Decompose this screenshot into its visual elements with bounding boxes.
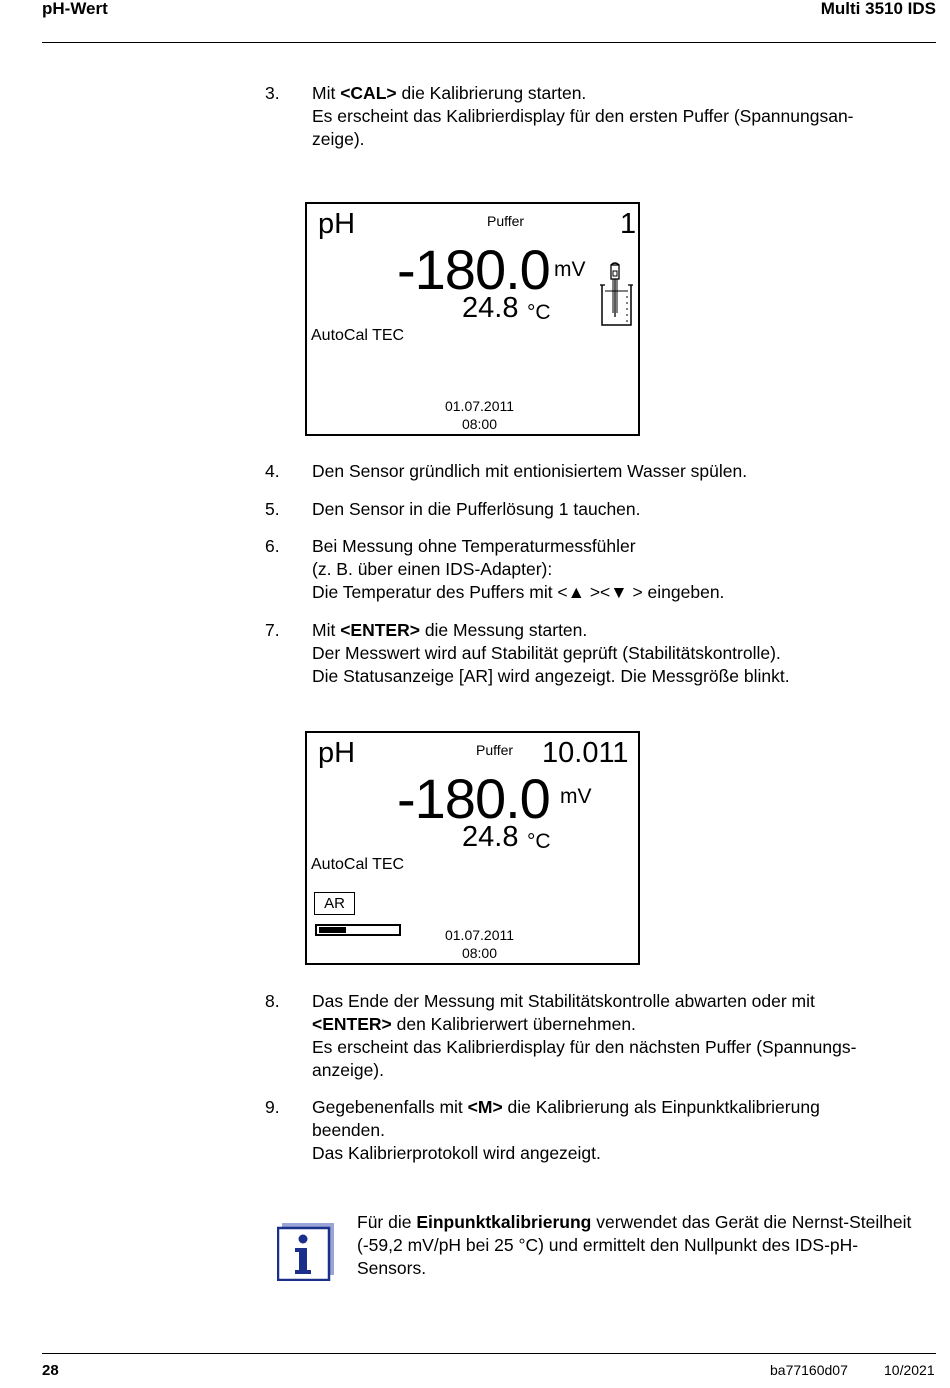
display-date: 01.07.2011 xyxy=(444,398,515,414)
display-buffer-value: 10.011 xyxy=(542,737,629,769)
text-run: Es erscheint das Kalibrierdisplay für den ersten Puffer (Spannungsan- xyxy=(312,106,854,126)
footer-rule xyxy=(42,1353,936,1354)
text-run: die Kalibrierung starten. xyxy=(396,83,587,103)
step-text xyxy=(312,1096,932,1165)
document-date: 10/2021 xyxy=(884,1362,935,1378)
document-id: ba77160d07 xyxy=(770,1362,848,1378)
step-line xyxy=(312,105,932,128)
text-run: verwendet das Gerät die Nernst-Steilheit (-59,2 mV/pH bei 25 °C) und ermittelt den Nullpunkt des IDS-pH-Sensors. xyxy=(357,1212,912,1278)
text-run: Es erscheint das Kalibrierdisplay für den nächsten Puffer (Spannungs- xyxy=(312,1037,857,1057)
text-run: Die Temperatur des Puffers mit <▲ ><▼ > eingeben. xyxy=(312,582,725,602)
step-line xyxy=(312,558,932,581)
display-buffer-number: 1 xyxy=(620,208,637,240)
step-line xyxy=(312,535,932,558)
step-number: 5. xyxy=(265,499,280,519)
step-line xyxy=(312,82,932,105)
info-note-text xyxy=(357,1211,927,1280)
text-run: den Kalibrierwert übernehmen. xyxy=(391,1014,636,1034)
step-line xyxy=(312,642,932,665)
display-measured-value: -180.0 xyxy=(397,238,550,301)
display-unit: mV xyxy=(560,785,592,808)
emphasis-text: Einpunktkalibrierung xyxy=(416,1212,592,1232)
header-device-name: Multi 3510 IDS xyxy=(820,0,936,18)
display-buffer-label: Puffer xyxy=(476,742,514,758)
step-line xyxy=(312,1142,932,1165)
step-text xyxy=(312,990,932,1082)
text-run: Den Sensor in die Pufferlösung 1 tauchen. xyxy=(312,499,641,519)
step-line xyxy=(312,581,932,604)
step-number: 8. xyxy=(265,991,280,1011)
text-run: Mit xyxy=(312,620,341,640)
step-line xyxy=(312,1096,932,1119)
header-rule xyxy=(42,42,936,43)
text-run: Gegebenenfalls mit xyxy=(312,1097,468,1117)
page-number: 28 xyxy=(42,1362,59,1379)
display-measured-value: -180.0 xyxy=(397,767,550,830)
step-line xyxy=(312,128,932,151)
step-number: 9. xyxy=(265,1097,280,1117)
text-run: die Messung starten. xyxy=(419,620,588,640)
text-run: zeige). xyxy=(312,129,365,149)
display-calibration-mode: AutoCal TEC xyxy=(311,856,405,873)
text-run: Der Messwert wird auf Stabilität geprüft (Stabilitätskontrolle). xyxy=(312,643,781,663)
info-icon xyxy=(277,1223,334,1281)
text-run: Die Statusanzeige [AR] wird angezeigt. Die Messgröße blinkt. xyxy=(312,666,790,686)
step-line xyxy=(312,1059,932,1082)
display-temperature: 24.8 xyxy=(462,821,519,853)
text-run: beenden. xyxy=(312,1120,385,1140)
text-run: (z. B. über einen IDS-Adapter): xyxy=(312,559,553,579)
emphasis-text: <M> xyxy=(467,1097,503,1117)
emphasis-text: <ENTER> xyxy=(312,1014,392,1034)
text-run: Das Ende der Messung mit Stabilitätskontrolle abwarten oder mit xyxy=(312,991,815,1011)
display-unit: mV xyxy=(554,258,586,281)
step-text xyxy=(312,619,932,688)
status-ar-badge: AR xyxy=(314,892,355,915)
text-run: Bei Messung ohne Temperaturmessfühler xyxy=(312,536,636,556)
step-line xyxy=(312,498,932,521)
display-buffer-label: Puffer xyxy=(487,213,525,229)
calibration-display-buffer-2 xyxy=(305,731,640,965)
text-run: Den Sensor gründlich mit entionisiertem Wasser spülen. xyxy=(312,461,748,481)
display-date: 01.07.2011 xyxy=(444,927,515,943)
step-number: 4. xyxy=(265,461,280,481)
text-run: anzeige). xyxy=(312,1060,384,1080)
step-text xyxy=(312,498,932,521)
emphasis-text: <ENTER> xyxy=(340,620,420,640)
header-section-title: pH-Wert xyxy=(42,0,108,18)
step-text xyxy=(312,460,932,483)
step-number: 3. xyxy=(265,83,280,103)
electrode-in-beaker-icon xyxy=(600,261,634,327)
text-run: die Kalibrierung als Einpunktkalibrierung xyxy=(502,1097,820,1117)
display-temp-unit: °C xyxy=(527,830,551,853)
step-line xyxy=(312,1119,932,1142)
display-time: 08:00 xyxy=(461,416,498,432)
step-line xyxy=(312,1013,932,1036)
text-run: Das Kalibrierprotokoll wird angezeigt. xyxy=(312,1143,601,1163)
display-temp-unit: °C xyxy=(527,301,551,324)
emphasis-text: <CAL> xyxy=(340,83,397,103)
step-line xyxy=(312,665,932,688)
step-line xyxy=(312,460,932,483)
display-temperature: 24.8 xyxy=(462,292,519,324)
step-text xyxy=(312,535,932,604)
step-number: 7. xyxy=(265,620,280,640)
text-run: Mit xyxy=(312,83,341,103)
display-parameter: pH xyxy=(318,208,356,240)
display-time: 08:00 xyxy=(461,945,498,961)
step-text xyxy=(312,82,932,151)
step-line xyxy=(312,1036,932,1059)
step-number: 6. xyxy=(265,536,280,556)
text-run: Für die xyxy=(357,1212,417,1232)
step-line xyxy=(312,619,932,642)
display-parameter: pH xyxy=(318,737,356,769)
step-line xyxy=(312,990,932,1013)
calibration-display-buffer-1 xyxy=(305,202,640,436)
display-calibration-mode: AutoCal TEC xyxy=(311,327,405,344)
